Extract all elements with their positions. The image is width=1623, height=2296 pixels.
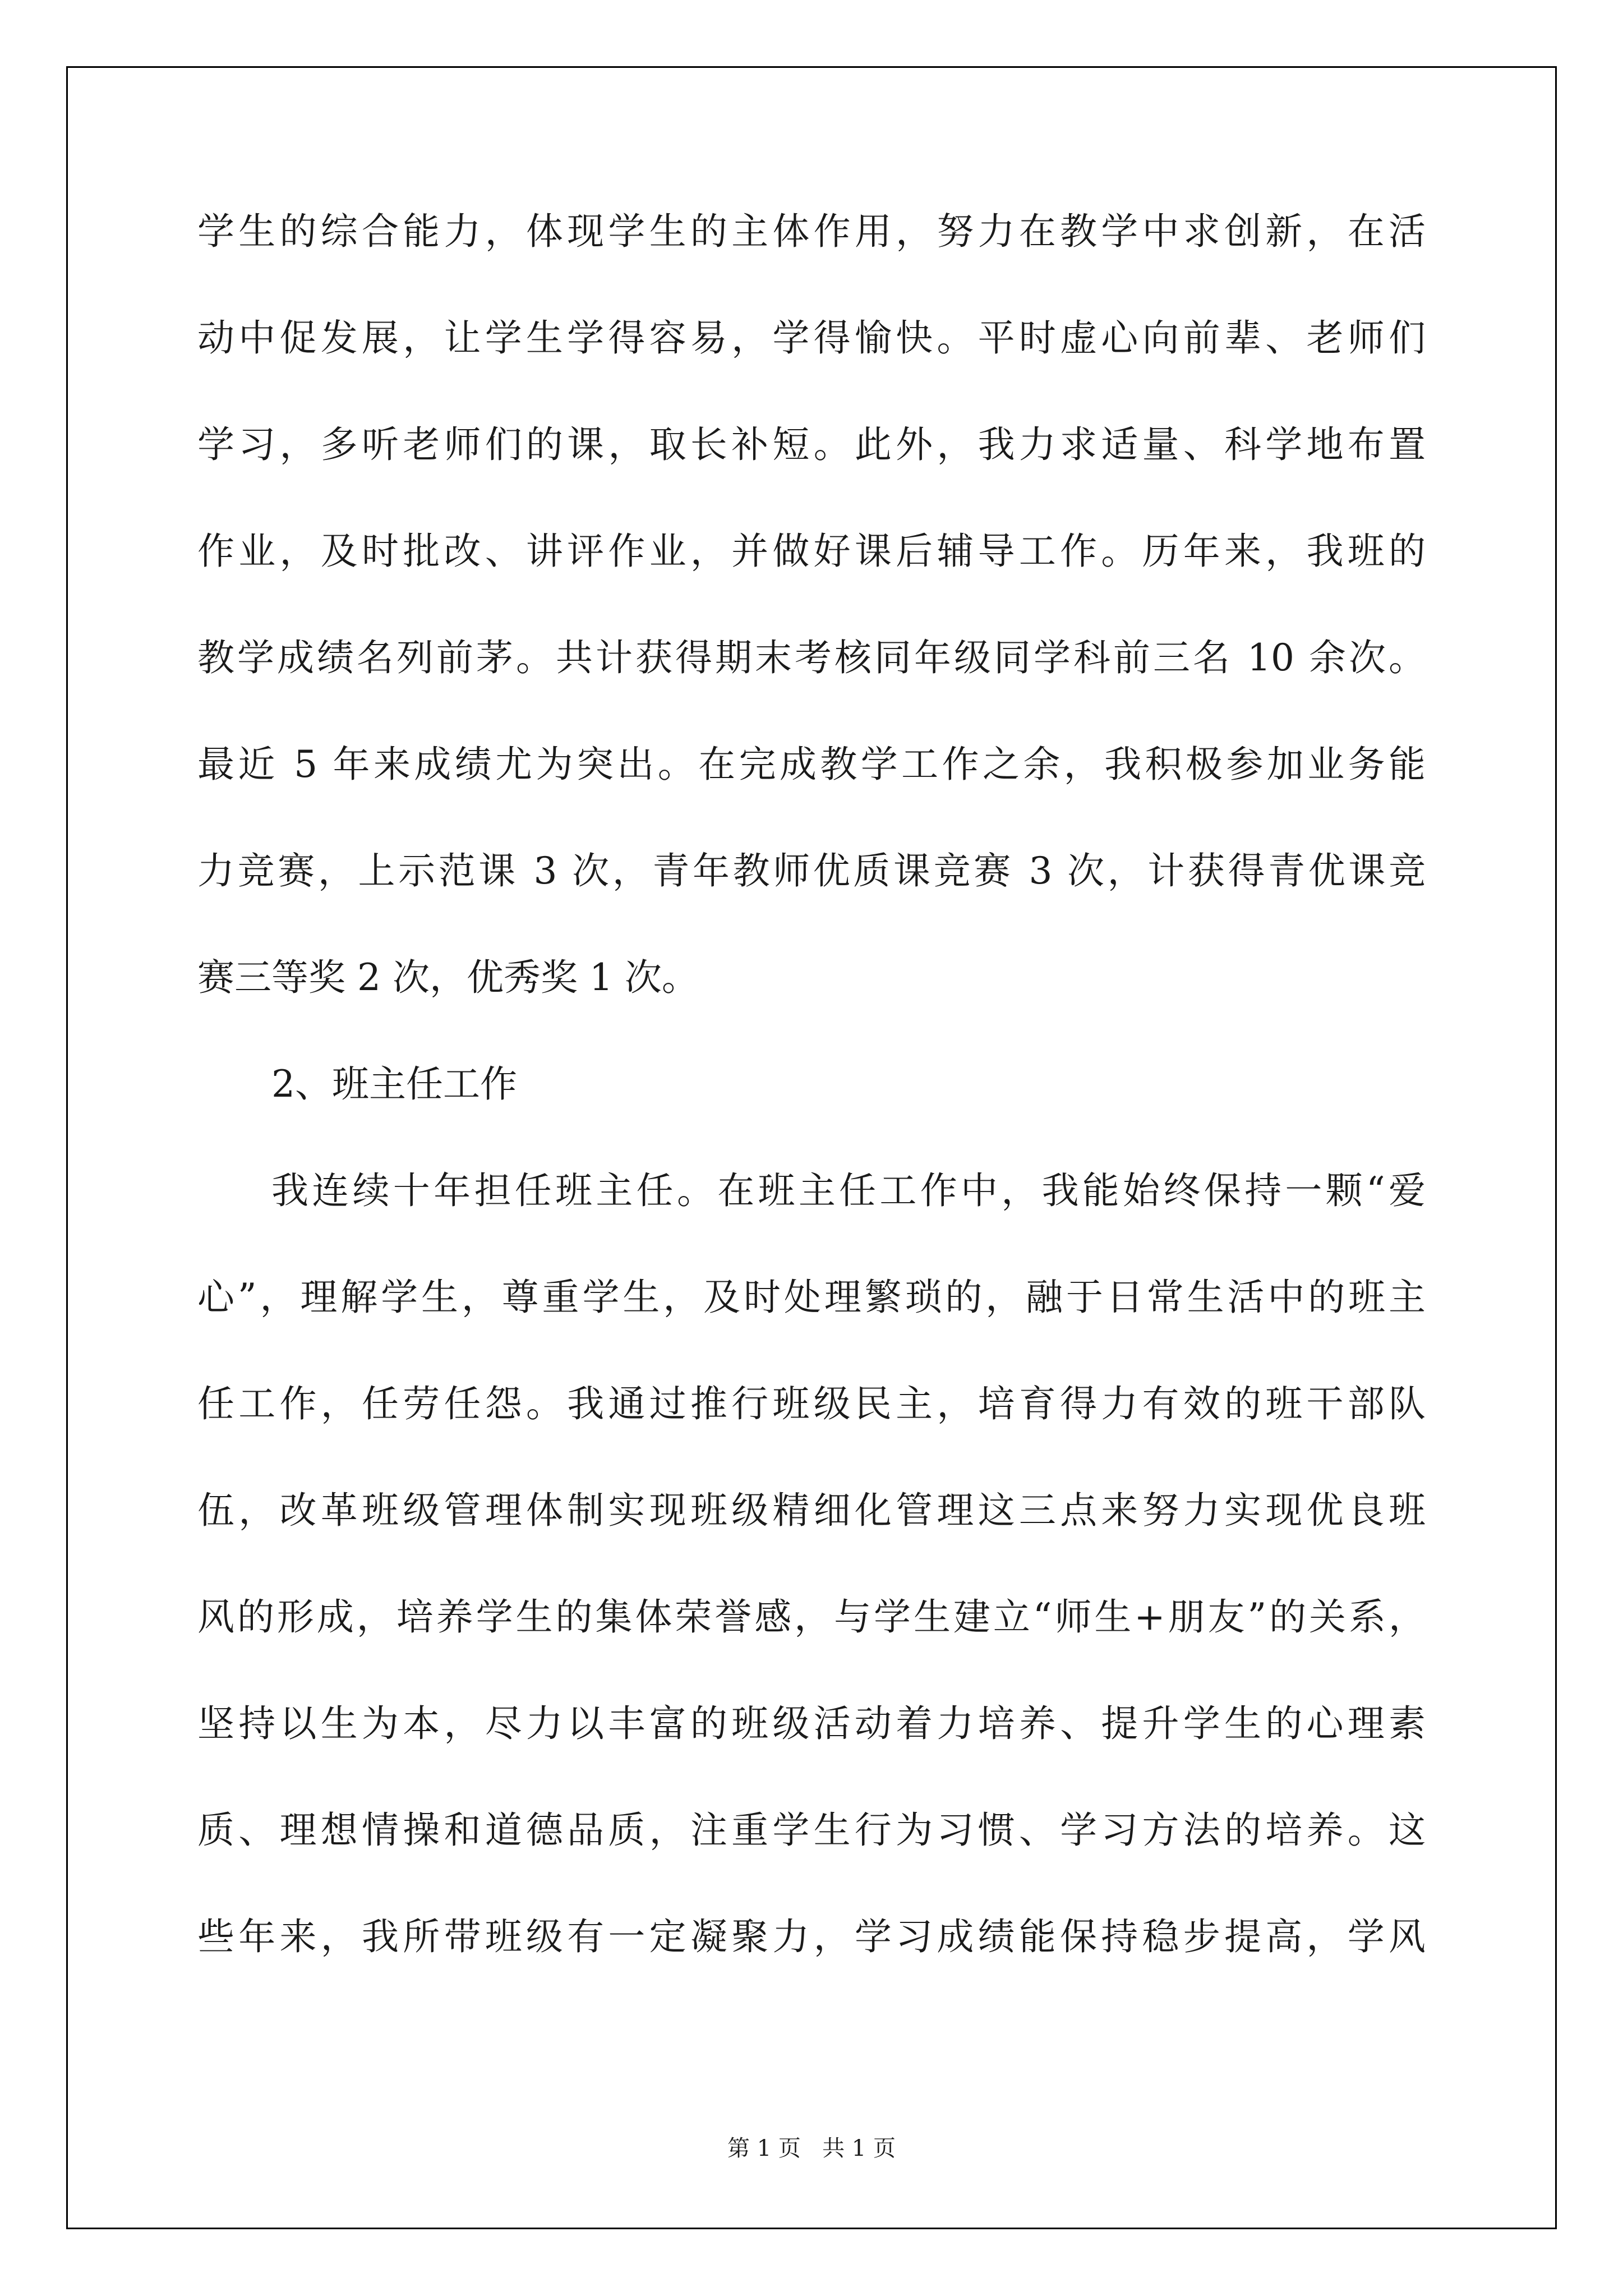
text-line: 些年来，我所带班级有一定凝聚力，学习成绩能保持稳步提高，学风	[197, 1915, 1426, 1958]
text-line: 学生的综合能力，体现学生的主体作用，努力在教学中求创新，在活	[197, 210, 1426, 253]
text-line: 心”，理解学生，尊重学生，及时处理繁琐的，融于日常生活中的班主	[197, 1276, 1426, 1319]
text-line: 2、班主任工作	[271, 1062, 517, 1106]
text-line: 我连续十年担任班主任。在班主任工作中，我能始终保持一颗“爱	[271, 1169, 1426, 1212]
text-line: 质、理想情操和道德品质，注重学生行为习惯、学习方法的培养。这	[197, 1809, 1426, 1852]
text-line: 最近 5 年来成绩尤为突出。在完成教学工作之余，我积极参加业务能	[197, 743, 1426, 786]
document-body	[197, 210, 1426, 2025]
text-line: 作业，及时批改、讲评作业，并做好课后辅导工作。历年来，我班的	[197, 530, 1426, 573]
text-line: 力竞赛，上示范课 3 次，青年教师优质课竞赛 3 次，计获得青优课竞	[197, 849, 1426, 892]
text-line: 坚持以生为本，尽力以丰富的班级活动着力培养、提升学生的心理素	[197, 1702, 1426, 1745]
text-line: 教学成绩名列前茅。共计获得期末考核同年级同学科前三名 10 余次。	[197, 636, 1426, 679]
text-line: 伍，改革班级管理体制实现班级精细化管理这三点来努力实现优良班	[197, 1489, 1426, 1532]
text-line: 动中促发展，让学生学得容易，学得愉快。平时虚心向前辈、老师们	[197, 316, 1426, 360]
text-line: 赛三等奖 2 次，优秀奖 1 次。	[197, 956, 699, 999]
text-line: 任工作，任劳任怨。我通过推行班级民主，培育得力有效的班干部队	[197, 1382, 1426, 1425]
text-line: 风的形成，培养学生的集体荣誉感，与学生建立“师生+朋友”的关系，	[197, 1595, 1426, 1639]
page-footer: 第 1 页 共 1 页	[727, 2136, 896, 2161]
text-line: 学习，多听老师们的课，取长补短。此外，我力求适量、科学地布置	[197, 423, 1426, 466]
